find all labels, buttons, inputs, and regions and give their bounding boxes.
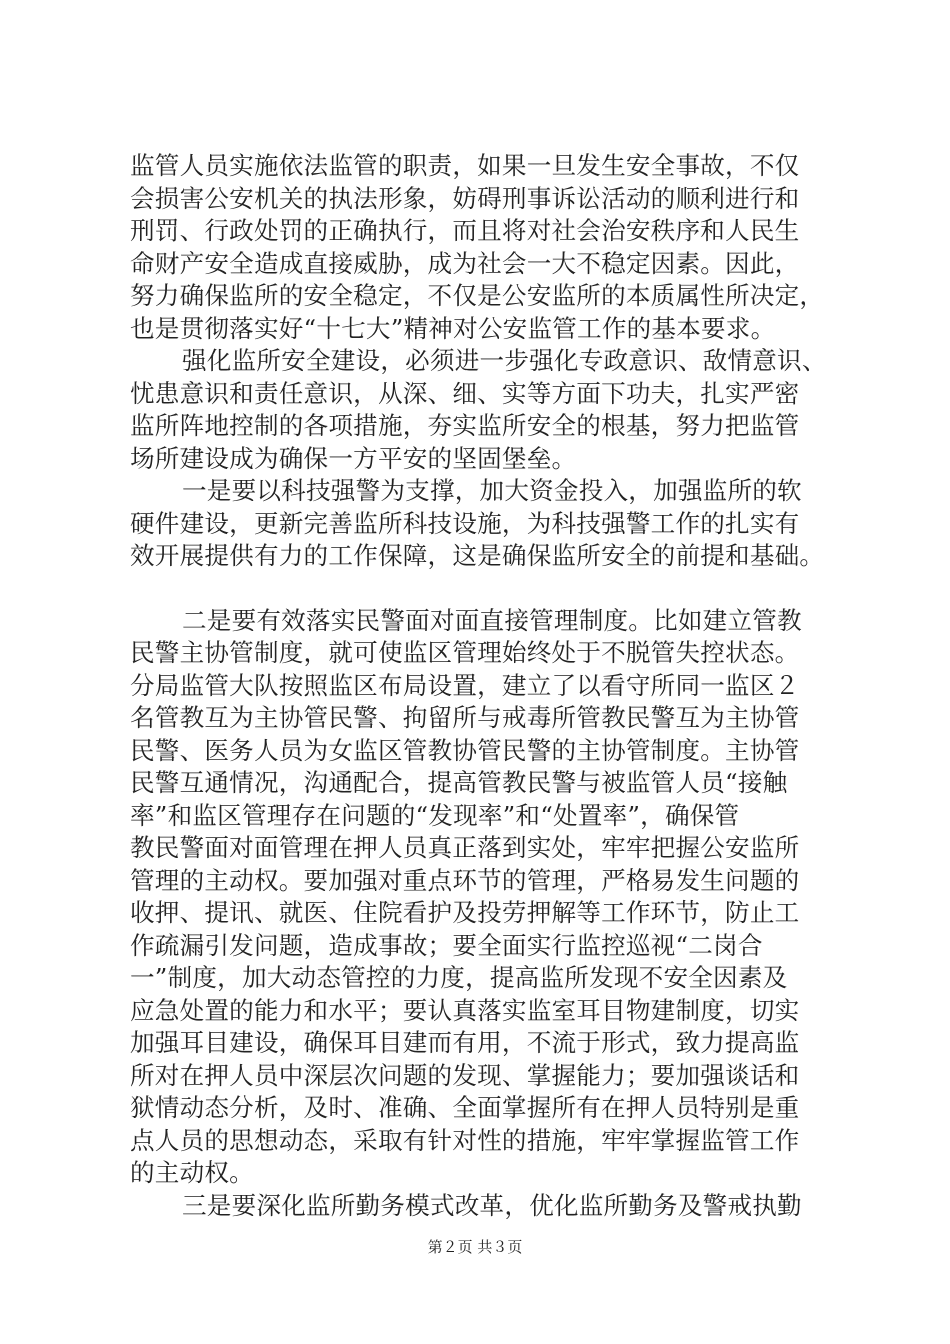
- text-line: 管理的主动权。要加强对重点环节的管理，严格易发生问题的: [130, 865, 800, 895]
- text-line: 作疏漏引发问题，造成事故；要全面实行监控巡视“二岗合: [130, 930, 763, 960]
- text-line: 监管人员实施依法监管的职责，如果一旦发生安全事故，不仅: [130, 151, 800, 180]
- text-line: 一”制度，加大动态管控的力度，提高监所发现不安全因素及: [130, 963, 788, 992]
- text-line: 收押、提讯、就医、住院看护及投劳押解等工作环节，防止工: [130, 898, 800, 927]
- text-line: 硬件建设，更新完善监所科技设施，为科技强警工作的扎实有: [130, 508, 800, 538]
- text-line: 的主动权。: [130, 1158, 254, 1187]
- paragraph: [130, 1190, 840, 1223]
- text-line: 强化监所安全建设，必须进一步强化专政意识、敌情意识、: [182, 346, 827, 375]
- paragraph: [130, 605, 840, 1190]
- text-line: 加强耳目建设，确保耳目建而有用，不流于形式，致力提高监: [130, 1028, 800, 1057]
- text-line: 名管教互为主协管民警、拘留所与戒毒所管教民警互为主协管: [130, 703, 800, 732]
- text-line: 刑罚、行政处罚的正确执行，而且将对社会治安秩序和人民生: [130, 216, 800, 245]
- text-line: 应急处置的能力和水平；要认真落实监室耳目物建制度，切实: [130, 995, 800, 1025]
- paragraph: [130, 150, 840, 345]
- text-line: 命财产安全造成直接威胁，成为社会一大不稳定因素。因此，: [130, 248, 800, 278]
- text-line: 民警、医务人员为女监区管教协管民警的主协管制度。主协管: [130, 735, 800, 765]
- text-line: 教民警面对面管理在押人员真正落到实处，牢牢把握公安监所: [130, 833, 800, 862]
- text-line: 分局监管大队按照监区布局设置，建立了以看守所同一监区２: [130, 670, 800, 700]
- text-line: 民警主协管制度，就可使监区管理始终处于不脱管失控状态。: [130, 638, 800, 667]
- text-line: 二是要有效落实民警面对面直接管理制度。比如建立管教: [182, 605, 802, 635]
- text-line: 点人员的思想动态，采取有针对性的措施，牢牢掌握监管工作: [130, 1125, 800, 1155]
- text-line: 狱情动态分析，及时、准确、全面掌握所有在押人员特别是重: [130, 1093, 800, 1122]
- text-line: 民警互通情况，沟通配合，提高管教民警与被监管人员“接触: [130, 768, 788, 797]
- paragraph-spacer: [130, 573, 840, 605]
- text-line: 场所建设成为确保一方平安的坚固堡垒。: [130, 443, 577, 473]
- text-line: 也是贯彻落实好“十七大”精神对公安监管工作的基本要求。: [130, 313, 776, 343]
- text-line: 监所阵地控制的各项措施，夯实监所安全的根基，努力把监管: [130, 411, 800, 440]
- text-line: 忧患意识和责任意识，从深、细、实等方面下功夫，扎实严密: [130, 378, 800, 408]
- paragraph: [130, 345, 840, 475]
- text-line: 所对在押人员中深层次问题的发现、掌握能力；要加强谈话和: [130, 1060, 800, 1090]
- text-line: 一是要以科技强警为支撑，加大资金投入，加强监所的软: [182, 476, 802, 505]
- document-body: [130, 150, 840, 1222]
- page-footer: 第２页 共３页: [427, 1238, 523, 1256]
- text-line: 三是要深化监所勤务模式改革，优化监所勤务及警戒执勤: [182, 1190, 802, 1220]
- paragraph: [130, 475, 840, 573]
- text-line: 率”和监区管理存在问题的“发现率”和“处置率”，确保管: [130, 800, 740, 830]
- text-line: 效开展提供有力的工作保障，这是确保监所安全的前提和基础。: [130, 541, 825, 570]
- text-line: 会损害公安机关的执法形象，妨碍刑事诉讼活动的顺利进行和: [130, 183, 800, 213]
- text-line: 努力确保监所的安全稳定，不仅是公安监所的本质属性所决定，: [130, 281, 825, 310]
